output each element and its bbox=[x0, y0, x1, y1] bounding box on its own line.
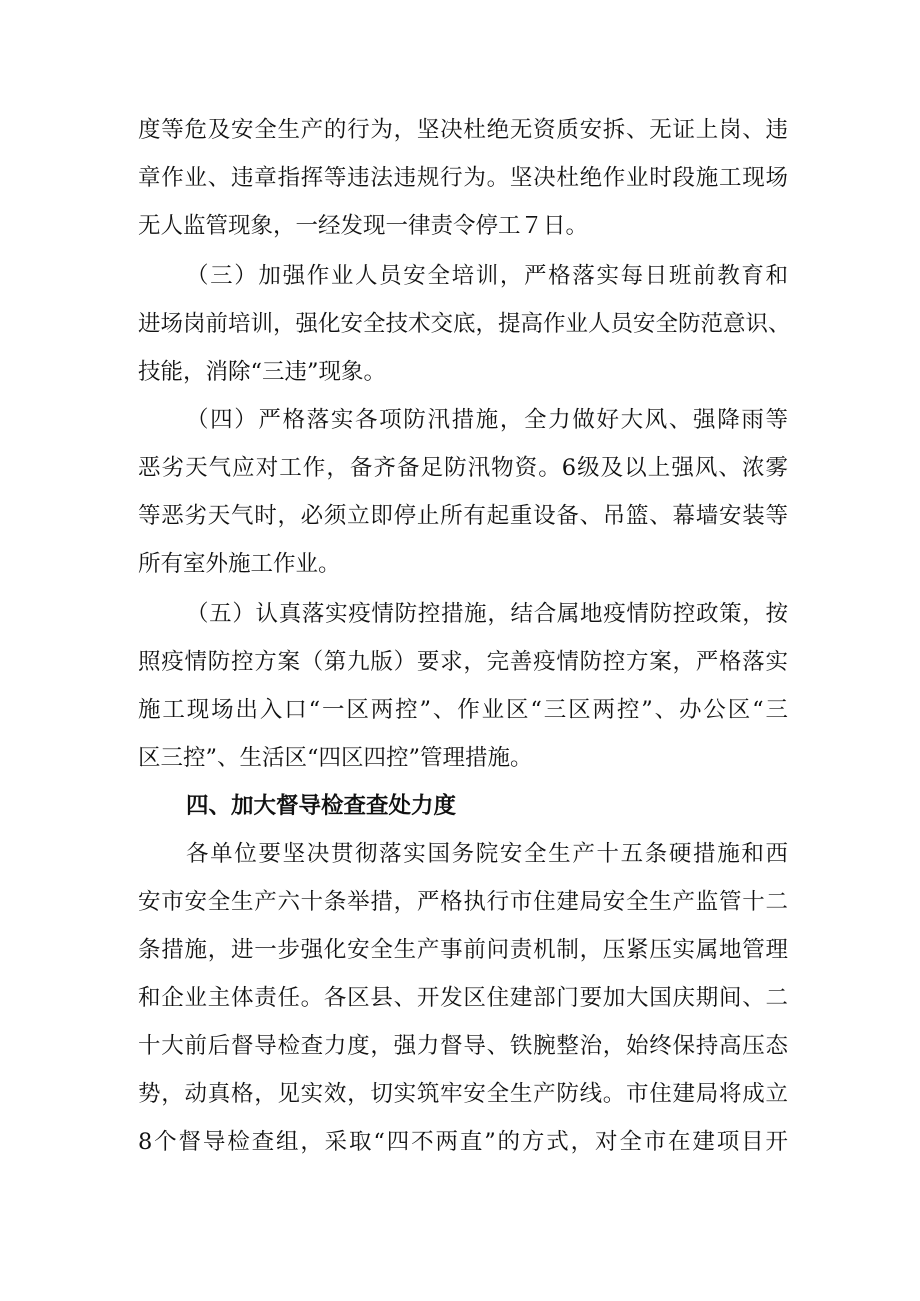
text-line: 照疫情防控方案（第九版）要求，完善疫情防控方案，严格落实 bbox=[138, 649, 788, 675]
text-line: 无人监管现象，一经发现一律责令停工７日。 bbox=[138, 213, 589, 239]
text-line: 所有室外施工作业。 bbox=[138, 551, 341, 577]
text-line: 度等危及安全生产的行为，坚决杜绝无资质安拆、无证上岗、违 bbox=[138, 117, 788, 143]
text-line: 势，动真格，见实效，切实筑牢安全生产防线。市住建局将成立 bbox=[138, 1081, 788, 1107]
text-line: 8个督导检查组，采取“四不两直”的方式，对全市在建项目开 bbox=[138, 1129, 788, 1155]
text-line: 十大前后督导检查力度，强力督导、铁腕整治，始终保持高压态 bbox=[138, 1033, 788, 1059]
paragraph-start-line: （五）认真落实疫情防控措施，结合属地疫情防控政策，按 bbox=[186, 601, 788, 627]
text-line: 施工现场出入口“一区两控”、作业区“三区两控”、办公区“三 bbox=[138, 697, 788, 723]
text-line: 和企业主体责任。各区县、开发区住建部门要加大国庆期间、二 bbox=[138, 985, 788, 1011]
text-line: 进场岗前培训，强化安全技术交底，提高作业人员安全防范意识、 bbox=[138, 311, 791, 337]
text-line: 区三控”、生活区“四区四控”管理措施。 bbox=[138, 745, 533, 771]
text-line: 条措施，进一步强化安全生产事前问责机制，压紧压实属地管理 bbox=[138, 937, 788, 963]
section-heading: 四、加大督导检查查处力度 bbox=[186, 793, 457, 819]
paragraph-start-line: （三）加强作业人员安全培训，严格落实每日班前教育和 bbox=[186, 263, 788, 289]
paragraph-start-line: （四）严格落实各项防汛措施，全力做好大风、强降雨等 bbox=[186, 407, 788, 433]
text-line: 安市安全生产六十条举措，严格执行市住建局安全生产监管十二 bbox=[138, 889, 788, 915]
text-line: 章作业、违章指挥等违法违规行为。坚决杜绝作业时段施工现场 bbox=[138, 165, 788, 191]
text-line: 等恶劣天气时，必须立即停止所有起重设备、吊篮、幕墙安装等 bbox=[138, 503, 788, 529]
text-line: 恶劣天气应对工作，备齐备足防汛物资。6级及以上强风、浓雾 bbox=[138, 455, 788, 481]
text-line: 技能，消除“三违”现象。 bbox=[138, 359, 387, 385]
paragraph-start-line: 各单位要坚决贯彻落实国务院安全生产十五条硬措施和西 bbox=[186, 841, 788, 867]
